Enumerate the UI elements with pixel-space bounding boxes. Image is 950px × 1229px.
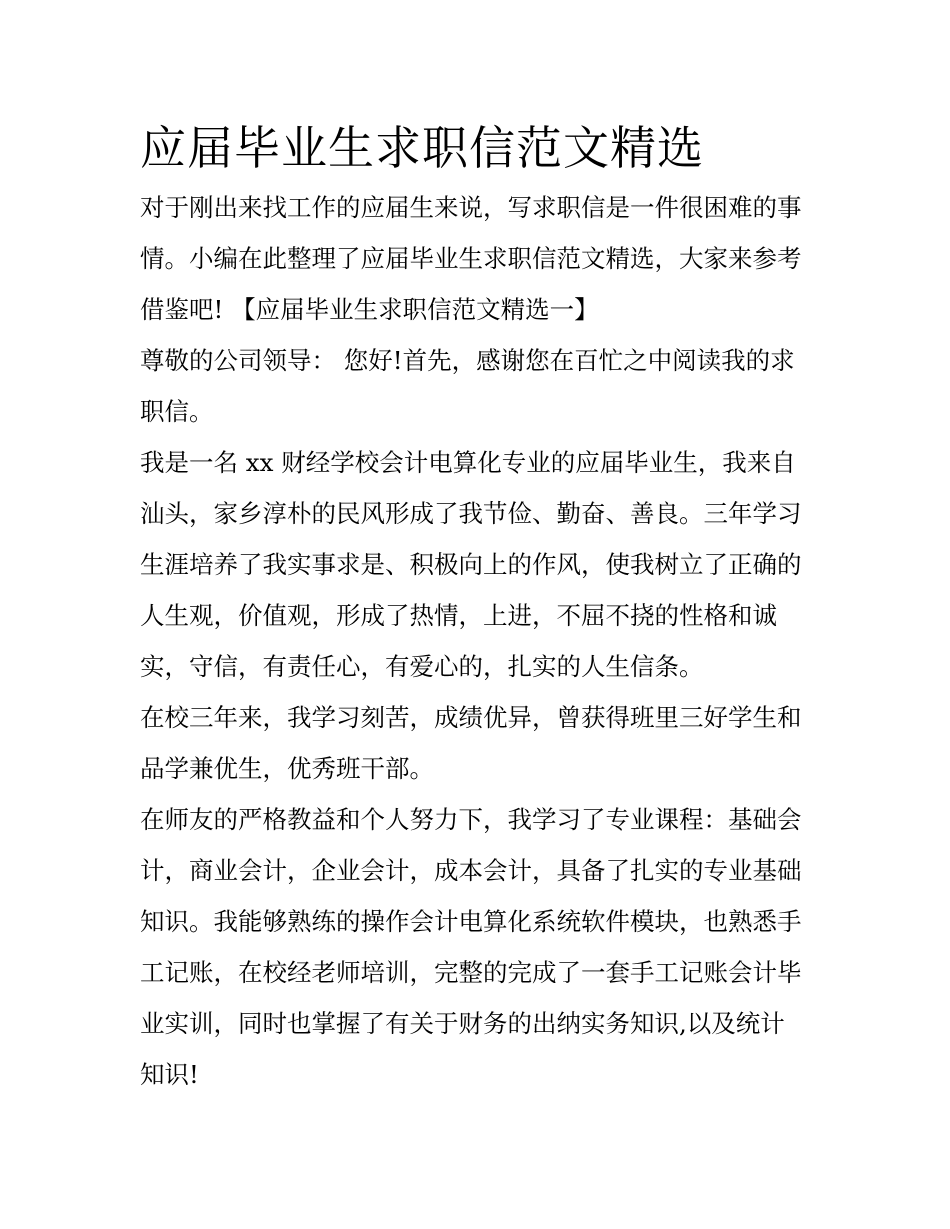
- body-line: 我是一名 xx 财经学校会计电算化专业的应届毕业生，我来自: [140, 448, 796, 477]
- body-line: 借鉴吧! 【应届毕业生求职信范文精选一】: [140, 295, 599, 324]
- body-line: 业实训，同时也掌握了有关于财务的出纳实务知识,以及统计: [140, 1009, 785, 1038]
- body-line: 知识。我能够熟练的操作会计电算化系统软件模块，也熟悉手: [140, 907, 802, 936]
- page-title: 应届毕业生求职信范文精选: [140, 121, 704, 175]
- body-line: 工记账，在校经老师培训，完整的完成了一套手工记账会计毕: [140, 958, 802, 987]
- body-line: 实，守信，有责任心，有爱心的，扎实的人生信条。: [140, 652, 704, 681]
- body-line: 生涯培养了我实事求是、积极向上的作风，使我树立了正确的: [140, 550, 802, 579]
- body-line: 人生观，价值观，形成了热情，上进，不屈不挠的性格和诚: [140, 601, 777, 630]
- body-line: 品学兼优生，优秀班干部。: [140, 754, 434, 783]
- body-line: 在校三年来，我学习刻苦，成绩优异，曾获得班里三好学生和: [140, 703, 802, 732]
- body-line: 对于刚出来找工作的应届生来说，写求职信是一件很困难的事: [140, 193, 802, 222]
- body-line: 情。小编在此整理了应届毕业生求职信范文精选，大家来参考: [140, 244, 802, 273]
- body-line: 在师友的严格教益和个人努力下，我学习了专业课程：基础会: [140, 805, 802, 834]
- body-line: 汕头，家乡淳朴的民风形成了我节俭、勤奋、善良。三年学习: [140, 499, 802, 528]
- body-line: 计，商业会计，企业会计，成本会计，具备了扎实的专业基础: [140, 856, 802, 885]
- body-line: 尊敬的公司领导： 您好!首先，感谢您在百忙之中阅读我的求: [140, 346, 795, 375]
- body-line: 知识!: [140, 1060, 199, 1089]
- body-line: 职信。: [140, 397, 214, 426]
